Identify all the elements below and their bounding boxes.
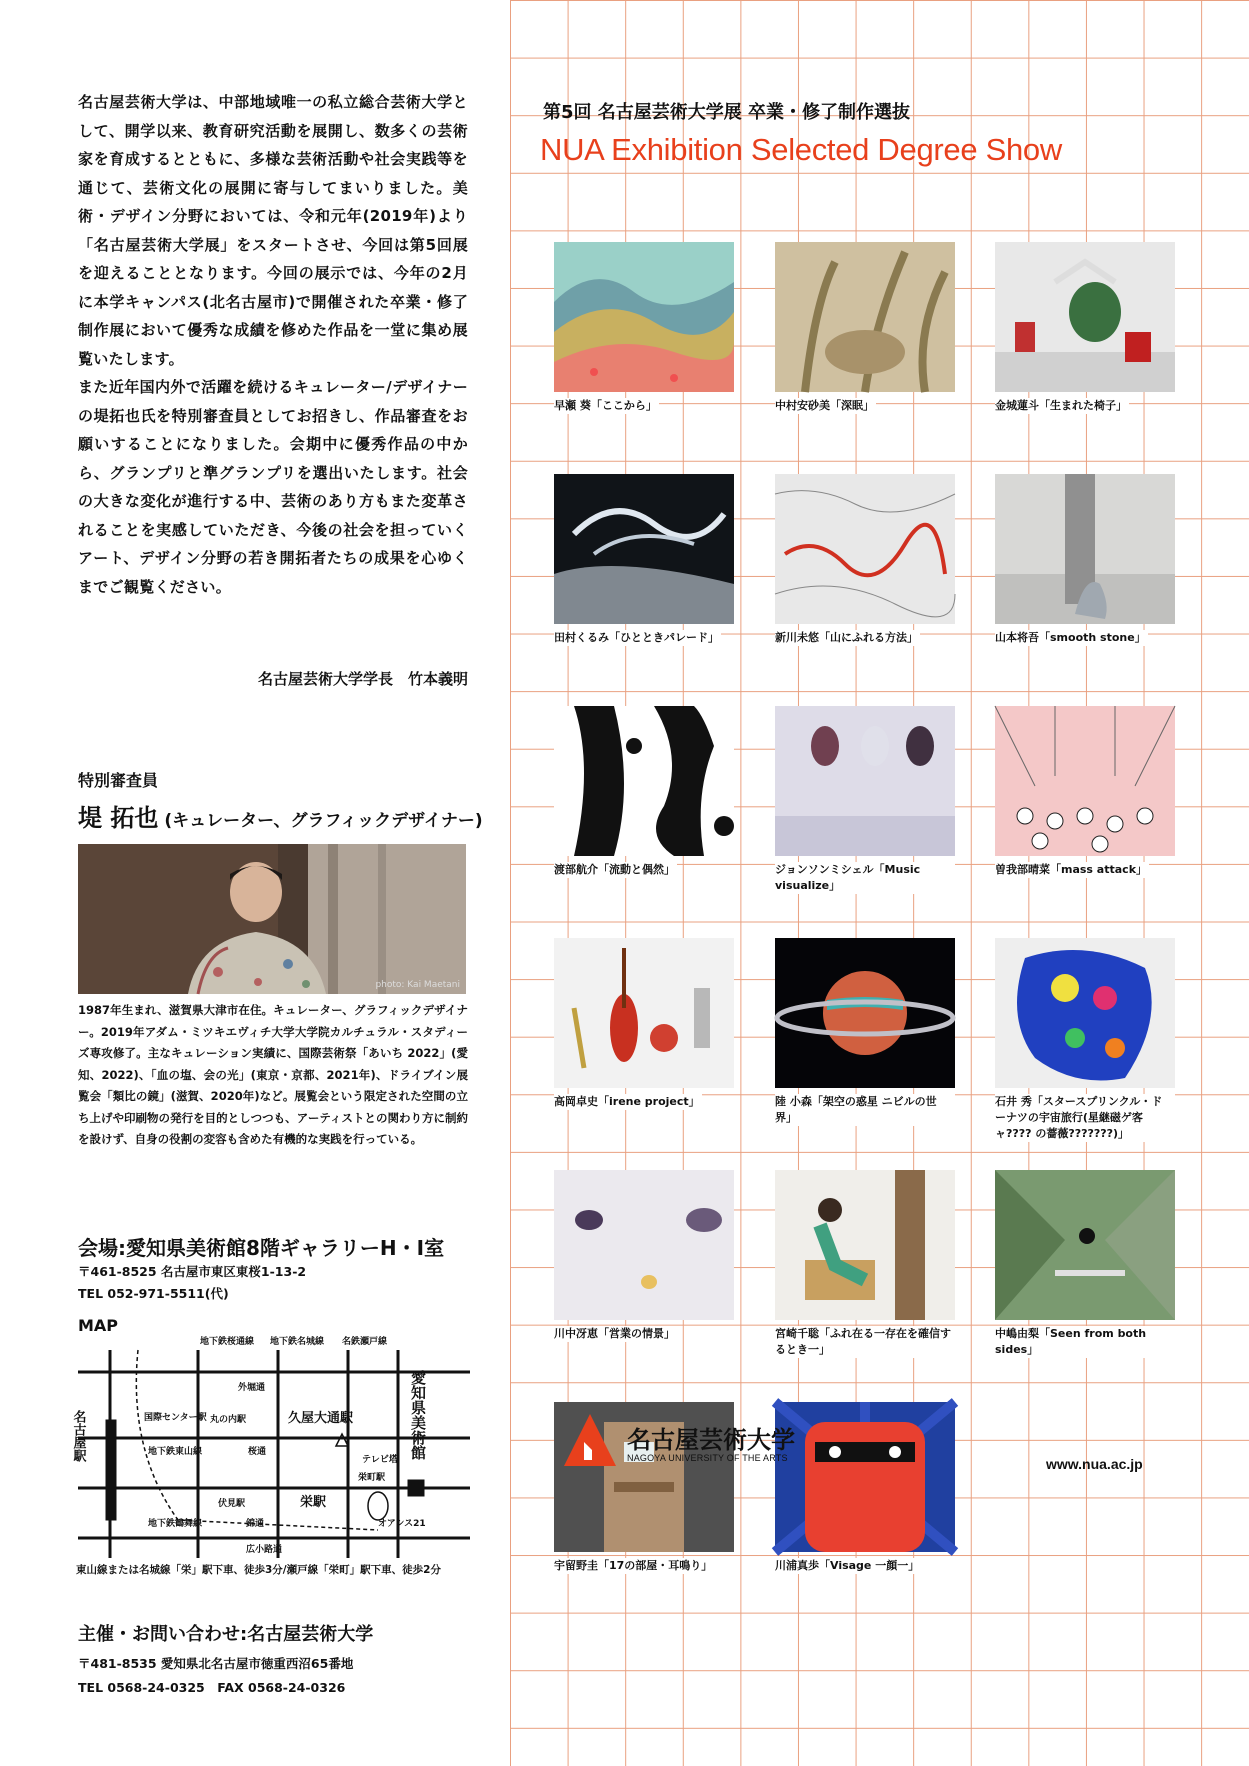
- artwork-tile: [995, 706, 1175, 878]
- organizer-postal: 〒481-8535 愛知県北名古屋市徳重西沼65番地: [78, 1656, 354, 1671]
- map-label-sakaemachi: 栄町駅: [358, 1473, 386, 1483]
- map-label-sakuradori: 地下鉄桜通線: [200, 1337, 255, 1347]
- artwork-tile: [775, 474, 955, 646]
- venue-title: 会場:愛知県美術館8階ギャラリーH・I室: [78, 1236, 445, 1260]
- map-label-higashiyama-line: 地下鉄東山線: [148, 1447, 203, 1457]
- artwork-caption: 中村安砂美「深眠」: [775, 399, 874, 412]
- exhibition-heading-jp: 第5回 名古屋芸術大学展 卒業・修了制作選抜: [543, 102, 911, 123]
- logo-text-en: NAGOYA UNIVERSITY OF THE ARTS: [627, 1453, 788, 1463]
- nua-logo-icon: [562, 1412, 618, 1468]
- artwork-image: [775, 938, 955, 1088]
- artwork-caption: 曽我部晴菜「mass attack」: [995, 863, 1148, 876]
- artwork-caption: 渡部航介「流動と偶然」: [554, 863, 675, 876]
- artwork-caption: 田村くるみ「ひとときパレード」: [554, 631, 719, 644]
- left-column: [0, 0, 510, 1766]
- artwork-caption: 川中冴恵「営業の情景」: [554, 1327, 675, 1340]
- artwork-tile: [554, 242, 734, 414]
- map-label-sakae: 栄駅: [300, 1495, 327, 1510]
- artwork-image: [775, 242, 955, 392]
- judge-name-line: [78, 798, 483, 833]
- exhibition-heading-en: NUA Exhibition Selected Degree Show: [540, 132, 1062, 167]
- artwork-image: [775, 1170, 955, 1320]
- artwork-tile: [995, 474, 1175, 646]
- artwork-caption: 新川未悠「山にふれる方法」: [775, 631, 918, 644]
- map-label-museum: 愛知県美術館: [409, 1370, 427, 1460]
- map-label-seto: 名鉄瀬戸線: [342, 1337, 388, 1347]
- intro-paragraph-2: また近年国内外で活躍を続けるキュレーター/デザイナーの堤拓也氏を特別審査員としてお招きし、作品審査をお願いすることになりました。会期中に優秀作品の中から、グランプリと準グランプリを選出いたします。社会の大きな変化が進行する中、芸術のあり方もまた変革されることを実感していただき、今後の社会を担っていくアート、デザイン分野の若き開拓者たちの成果を心ゆくまでご観覧ください。: [78, 378, 468, 596]
- right-column: [510, 0, 1249, 1766]
- artwork-image: [554, 242, 734, 392]
- artwork-tile: [554, 474, 734, 646]
- judge-role: (キュレーター、グラフィックデザイナー): [164, 811, 483, 831]
- map-label-nishiki: 錦通: [246, 1519, 265, 1529]
- judge-name: 堤 拓也: [78, 804, 159, 832]
- access-map: [70, 1330, 470, 1558]
- artwork-tile: [995, 1170, 1175, 1358]
- map-label-nagoya-station: 名古屋駅: [70, 1410, 86, 1462]
- logo-text-jp: 名古屋芸術大学: [627, 1426, 795, 1454]
- venue-postal: 〒461-8525 名古屋市東区東桜1-13-2: [78, 1264, 307, 1279]
- artwork-tile: [995, 938, 1175, 1142]
- intro-text: [78, 88, 468, 601]
- artwork-caption: 陸 小森「架空の惑星 ニビルの世界」: [775, 1094, 955, 1126]
- judge-bio-text: 1987年生まれ、滋賀県大津市在住。キュレーター、グラフィックデザイナー。2019年アダム・ミツキエヴィチ大学大学院カルチュラル・スタディーズ専攻修了。主なキュレーション実績に、国際芸術祭「あいち 2022」(愛知、2022)、「血の塩、会の光」(東京・京都、2021年)、ドライブイン展覧会「類比の鏡」(滋賀、2020年)など。展覧会という限定された空間の立ち上げや印刷物の発行を目的としつつも、アーティストとの関わり方に制約を設けず、自身の役割の変容も含めた有機的な実践を行っている。: [78, 1003, 468, 1146]
- artwork-caption: 山本将吾「smooth stone」: [995, 631, 1146, 644]
- artwork-image: [775, 474, 955, 624]
- artwork-image: [554, 706, 734, 856]
- map-label-sotobori: 外堀通: [238, 1383, 266, 1393]
- venue-tel: TEL 052-971-5511(代): [78, 1286, 229, 1301]
- map-label-fushimi: 伏見駅: [218, 1499, 246, 1509]
- artwork-tile: [554, 938, 734, 1110]
- map-label-tv-tower: テレビ塔: [362, 1455, 398, 1465]
- judge-bio: [78, 1000, 468, 1151]
- map-label-marunouchi: 丸の内駅: [210, 1415, 247, 1425]
- artwork-caption: 宮崎千聡「ふれ在る一存在を確信するとき一」: [775, 1326, 955, 1358]
- judge-label: 特別審査員: [78, 771, 159, 790]
- artwork-caption: 川浦真歩「Visage 一顔一」: [775, 1559, 920, 1572]
- map-label-sakurado: 桜通: [248, 1447, 267, 1457]
- judge-photo: [78, 844, 466, 994]
- map-label-hirokoji: 広小路通: [246, 1545, 283, 1555]
- artwork-image: [995, 1170, 1175, 1320]
- artwork-tile: [995, 242, 1175, 414]
- map-label-tsurumai: 地下鉄鶴舞線: [148, 1519, 203, 1529]
- organizer-tel-fax: TEL 0568-24-0325 FAX 0568-24-0326: [78, 1680, 346, 1695]
- photo-credit: photo: Kai Maetani: [375, 980, 460, 990]
- artwork-image: [554, 1170, 734, 1320]
- map-label-oasis: オアシス21: [378, 1519, 426, 1529]
- artwork-image: [995, 242, 1175, 392]
- map-label-meijo: 地下鉄名城線: [270, 1337, 325, 1347]
- organizer-title: 主催・お問い合わせ:名古屋芸術大学: [78, 1624, 374, 1645]
- artwork-image: [995, 938, 1175, 1088]
- artwork-image: [995, 474, 1175, 624]
- artwork-caption: 金城蓮斗「生まれた椅子」: [995, 399, 1127, 412]
- artwork-caption: 高岡卓史「irene project」: [554, 1095, 700, 1108]
- president-signature: 名古屋芸術大学学長 竹本義明: [257, 670, 468, 688]
- judge-portrait-image: [78, 844, 466, 994]
- artwork-caption: 石井 秀「スタースプリンクル・ドーナツの宇宙旅行(星継磁ゲ客ャ???? の薔薇???????)」: [995, 1094, 1175, 1142]
- artwork-image: [775, 706, 955, 856]
- artwork-image: [554, 938, 734, 1088]
- intro-paragraph-1: 名古屋芸術大学は、中部地域唯一の私立総合芸術大学として、開学以来、教育研究活動を展開し、数多くの芸術家を育成するとともに、多様な芸術活動や社会実践等を通じて、芸術文化の展開に寄与してまいりました。美術・デザイン分野においては、令和元年(2019年)より「名古屋芸術大学展」をスタートさせ、今回は第5回展を迎えることとなります。今回の展示では、今年の2月に本学キャンパス(北名古屋市)で開催された卒業・修了制作展において優秀な成績を修めた作品を一堂に集め展覧いたします。: [78, 93, 468, 368]
- artwork-image: [554, 474, 734, 624]
- artwork-tile: [554, 1170, 734, 1342]
- artwork-image: [995, 706, 1175, 856]
- map-label-kokusai: 国際センター駅: [144, 1413, 207, 1423]
- artwork-caption: ジョンソンミシェル「Music visualize」: [775, 862, 955, 894]
- access-directions: 東山線または名城線「栄」駅下車、徒歩3分/瀬戸線「栄町」駅下車、徒歩2分: [76, 1564, 441, 1576]
- artwork-caption: 宇留野圭「17の部屋・耳鳴り」: [554, 1559, 713, 1572]
- artwork-tile: [554, 706, 734, 878]
- artwork-tile: [775, 1402, 955, 1574]
- artwork-caption: 早瀬 葵「ここから」: [554, 399, 657, 412]
- artwork-tile: [775, 242, 955, 414]
- artwork-tile: [775, 938, 955, 1126]
- map-label-hisaya: 久屋大通駅: [288, 1411, 354, 1426]
- artwork-tile: [775, 1170, 955, 1358]
- artwork-image: [775, 1402, 955, 1552]
- website-url[interactable]: www.nua.ac.jp: [1046, 1456, 1143, 1472]
- artwork-tile: [775, 706, 955, 894]
- map-label: MAP: [78, 1316, 119, 1335]
- artwork-caption: 中嶋由梨「Seen from both sides」: [995, 1326, 1175, 1358]
